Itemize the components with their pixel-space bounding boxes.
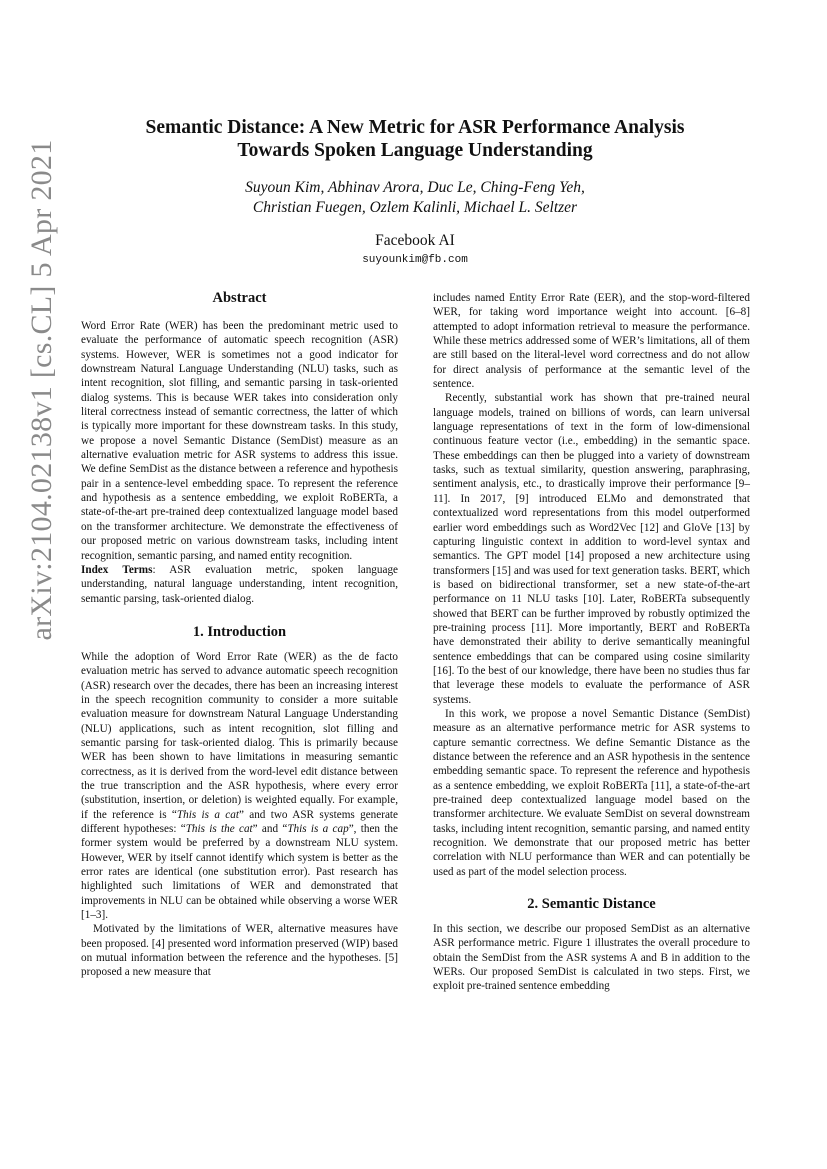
authors-line-2: Christian Fuegen, Ozlem Kalinli, Michael L. Seltzer — [252, 198, 578, 216]
intro-paragraph-2-cont: includes named Entity Error Rate (EER), and the stop-word-filtered WER, for taking word importance weight into account. [6–8] attempted to adopt information retrieval to measure the performance. While these metrics addressed some of WER’s limitations, all of them are still based on the literal-level word correctness and do not allow for direct analysis of performance at the semantic level of the sentence. — [433, 292, 750, 391]
title-line-1: Semantic Distance: A New Metric for ASR Performance Analysis — [145, 117, 685, 138]
index-terms — [81, 563, 398, 606]
index-terms-text: : ASR evaluation metric, spoken language understanding, natural language understanding, intent recognition, semantic parsing, task-oriented dialog. — [81, 563, 398, 605]
title-line-2: Towards Spoken Language Understanding — [237, 140, 593, 161]
author-email: suyounkim@fb.com — [362, 254, 468, 266]
example-hypothesis-1: This is the cat — [185, 823, 253, 835]
introduction-heading: 1. Introduction — [192, 623, 287, 640]
semdist-paragraph-1: In this section, we describe our proposed SemDist as an alternative ASR performance metric. Figure 1 illustrates the overall procedure to obtain the SemDist from the ASR systems A and B in addition to the WERs. Our proposed SemDist is calculated in two steps. First, we exploit pre-trained sentence embedding — [433, 923, 750, 993]
semantic-distance-heading: 2. Semantic Distance — [527, 896, 656, 913]
authors-line-1: Suyoun Kim, Abhinav Arora, Duc Le, Ching-Feng Yeh, — [245, 179, 585, 196]
author-list — [100, 178, 730, 217]
index-terms-label: Index Terms — [81, 563, 153, 576]
abstract-text: Word Error Rate (WER) has been the predominant metric used to evaluate the performance of automatic speech recognition (ASR) systems. However, WER is sometimes not a good indicator for downstream Natural Language Understanding (NLU) tasks, such as intent recognition, slot filling, and semantic parsing in task-oriented dialog systems. This is because WER takes into consideration only literal correctness instead of semantic correctness, the latter of which is typically more important for these downstream tasks. In this study, we propose a novel Semantic Distance (SemDist) measure as an alternative evaluation metric for ASR systems to address this issue. We define SemDist as the distance between a reference and hypothesis pair in a sentence-level embedding space. To represent the reference and hypothesis as a sentence embedding, we exploit RoBERTa, a state-of-the-art pre-trained deep contextualized language model based on the transformer architecture. We demonstrate the effectiveness of our proposed metric on various downstream tasks, including intent recognition, semantic parsing, and named entity recognition. — [81, 320, 398, 562]
example-hypothesis-2: This is a cap — [287, 823, 349, 835]
intro-paragraph-1: While the adoption of Word Error Rate (WER) as the de facto evaluation metric has served to advance automatic speech recognition (ASR) research over the decades, there has been an increasing interest in the speech recognition community to consider a more suitable evaluation measure for downstream Natural Language Understanding (NLU) applications, such as intent recognition, slot filling and semantic parsing for task-oriented dialog. This is primarily because WER has been shown to have limitations in measuring semantic correctness, as it is derived from the word-level edit distance between the true transcription and the ASR hypothesis, where every error (substitution, insertion, or deletion) is weighted equally. For example, if the reference is “This is a cat” and two ASR systems generate different hypotheses: “This is the cat” and “This is a cap”, then the former system would be preferred by a downstream NLU system. However, WER by itself cannot identify which system is better as the error rates are identical (one substitution error). Past research has highlighted such limitations of WER and demonstrated that improvements in NLU can be obtained while observing a worse WER [1–3]. — [81, 650, 399, 922]
intro-paragraph-2: Motivated by the limitations of WER, alternative measures have been proposed. [4] presented word information preserved (WIP) based on mutual information between the reference and the hypotheses. [5] proposed a new measure that — [81, 923, 398, 979]
arxiv-id-text: arXiv:2104.02138v1 [cs.CL] 5 Apr 2021 — [25, 139, 58, 641]
example-reference: This is a cat — [176, 808, 239, 821]
paper-title — [100, 116, 730, 162]
intro-paragraph-4: In this work, we propose a novel Semantic Distance (SemDist) measure as an alternative performance metric for ASR systems to capture semantic correctness. We define Semantic Distance as the distance between the reference and an ASR hypothesis in the sentence embedding semantic space. To represent the reference and hypothesis as a sentence embedding, we exploit RoBERTa [11], a state-of-the-art pre-trained deep contextualized language model based on the transformer architecture. We evaluate SemDist on several downstream tasks, including intent recognition, semantic parsing, and named entity recognition. We demonstrate that our proposed metric has better correlation with NLU performance than WER and can potentially be used as part of the model selection process. — [433, 707, 750, 878]
right-column — [433, 291, 750, 994]
affiliation: Facebook AI — [375, 232, 455, 249]
left-column — [81, 289, 398, 980]
intro-paragraph-3: Recently, substantial work has shown that pre-trained neural language models, trained on billions of words, can learn universal language representations of text in the form of low-dimensional continuous feature vector (i.e., embedding) in the semantic space. These embeddings can then be plugged into a variety of downstream tasks, such as textual similarity, question answering, paraphrasing, sentiment analysis, etc., to drastically improve their performance [9–11]. In 2017, [9] introduced ELMo and demonstrated that contextualized word representations from this model outperformed earlier word embeddings such as Word2Vec [12] and GloVe [13] by capturing linguistic context in addition to word-level syntax and semantics. The GPT model [14] proposed a new architecture using transformers [15] and was used for text generation tasks. BERT, which is based on bidirectional transformer, set a new state-of-the-art performance on 11 NLU tasks [10]. Later, RoBERTa subsequently showed that BERT can be further improved by robustly optimized the pre-training process [11]. More importantly, BERT and RoBERTa have demonstrated their ability to derive semantically meaningful sentence embeddings that can be compared using cosine similarity [16]. To the best of our knowledge, there have been no studies thus far that leverage these models to evaluate the performance of ASR systems. — [433, 392, 750, 706]
abstract-heading: Abstract — [212, 290, 267, 306]
arxiv-side-label — [18, 70, 66, 710]
